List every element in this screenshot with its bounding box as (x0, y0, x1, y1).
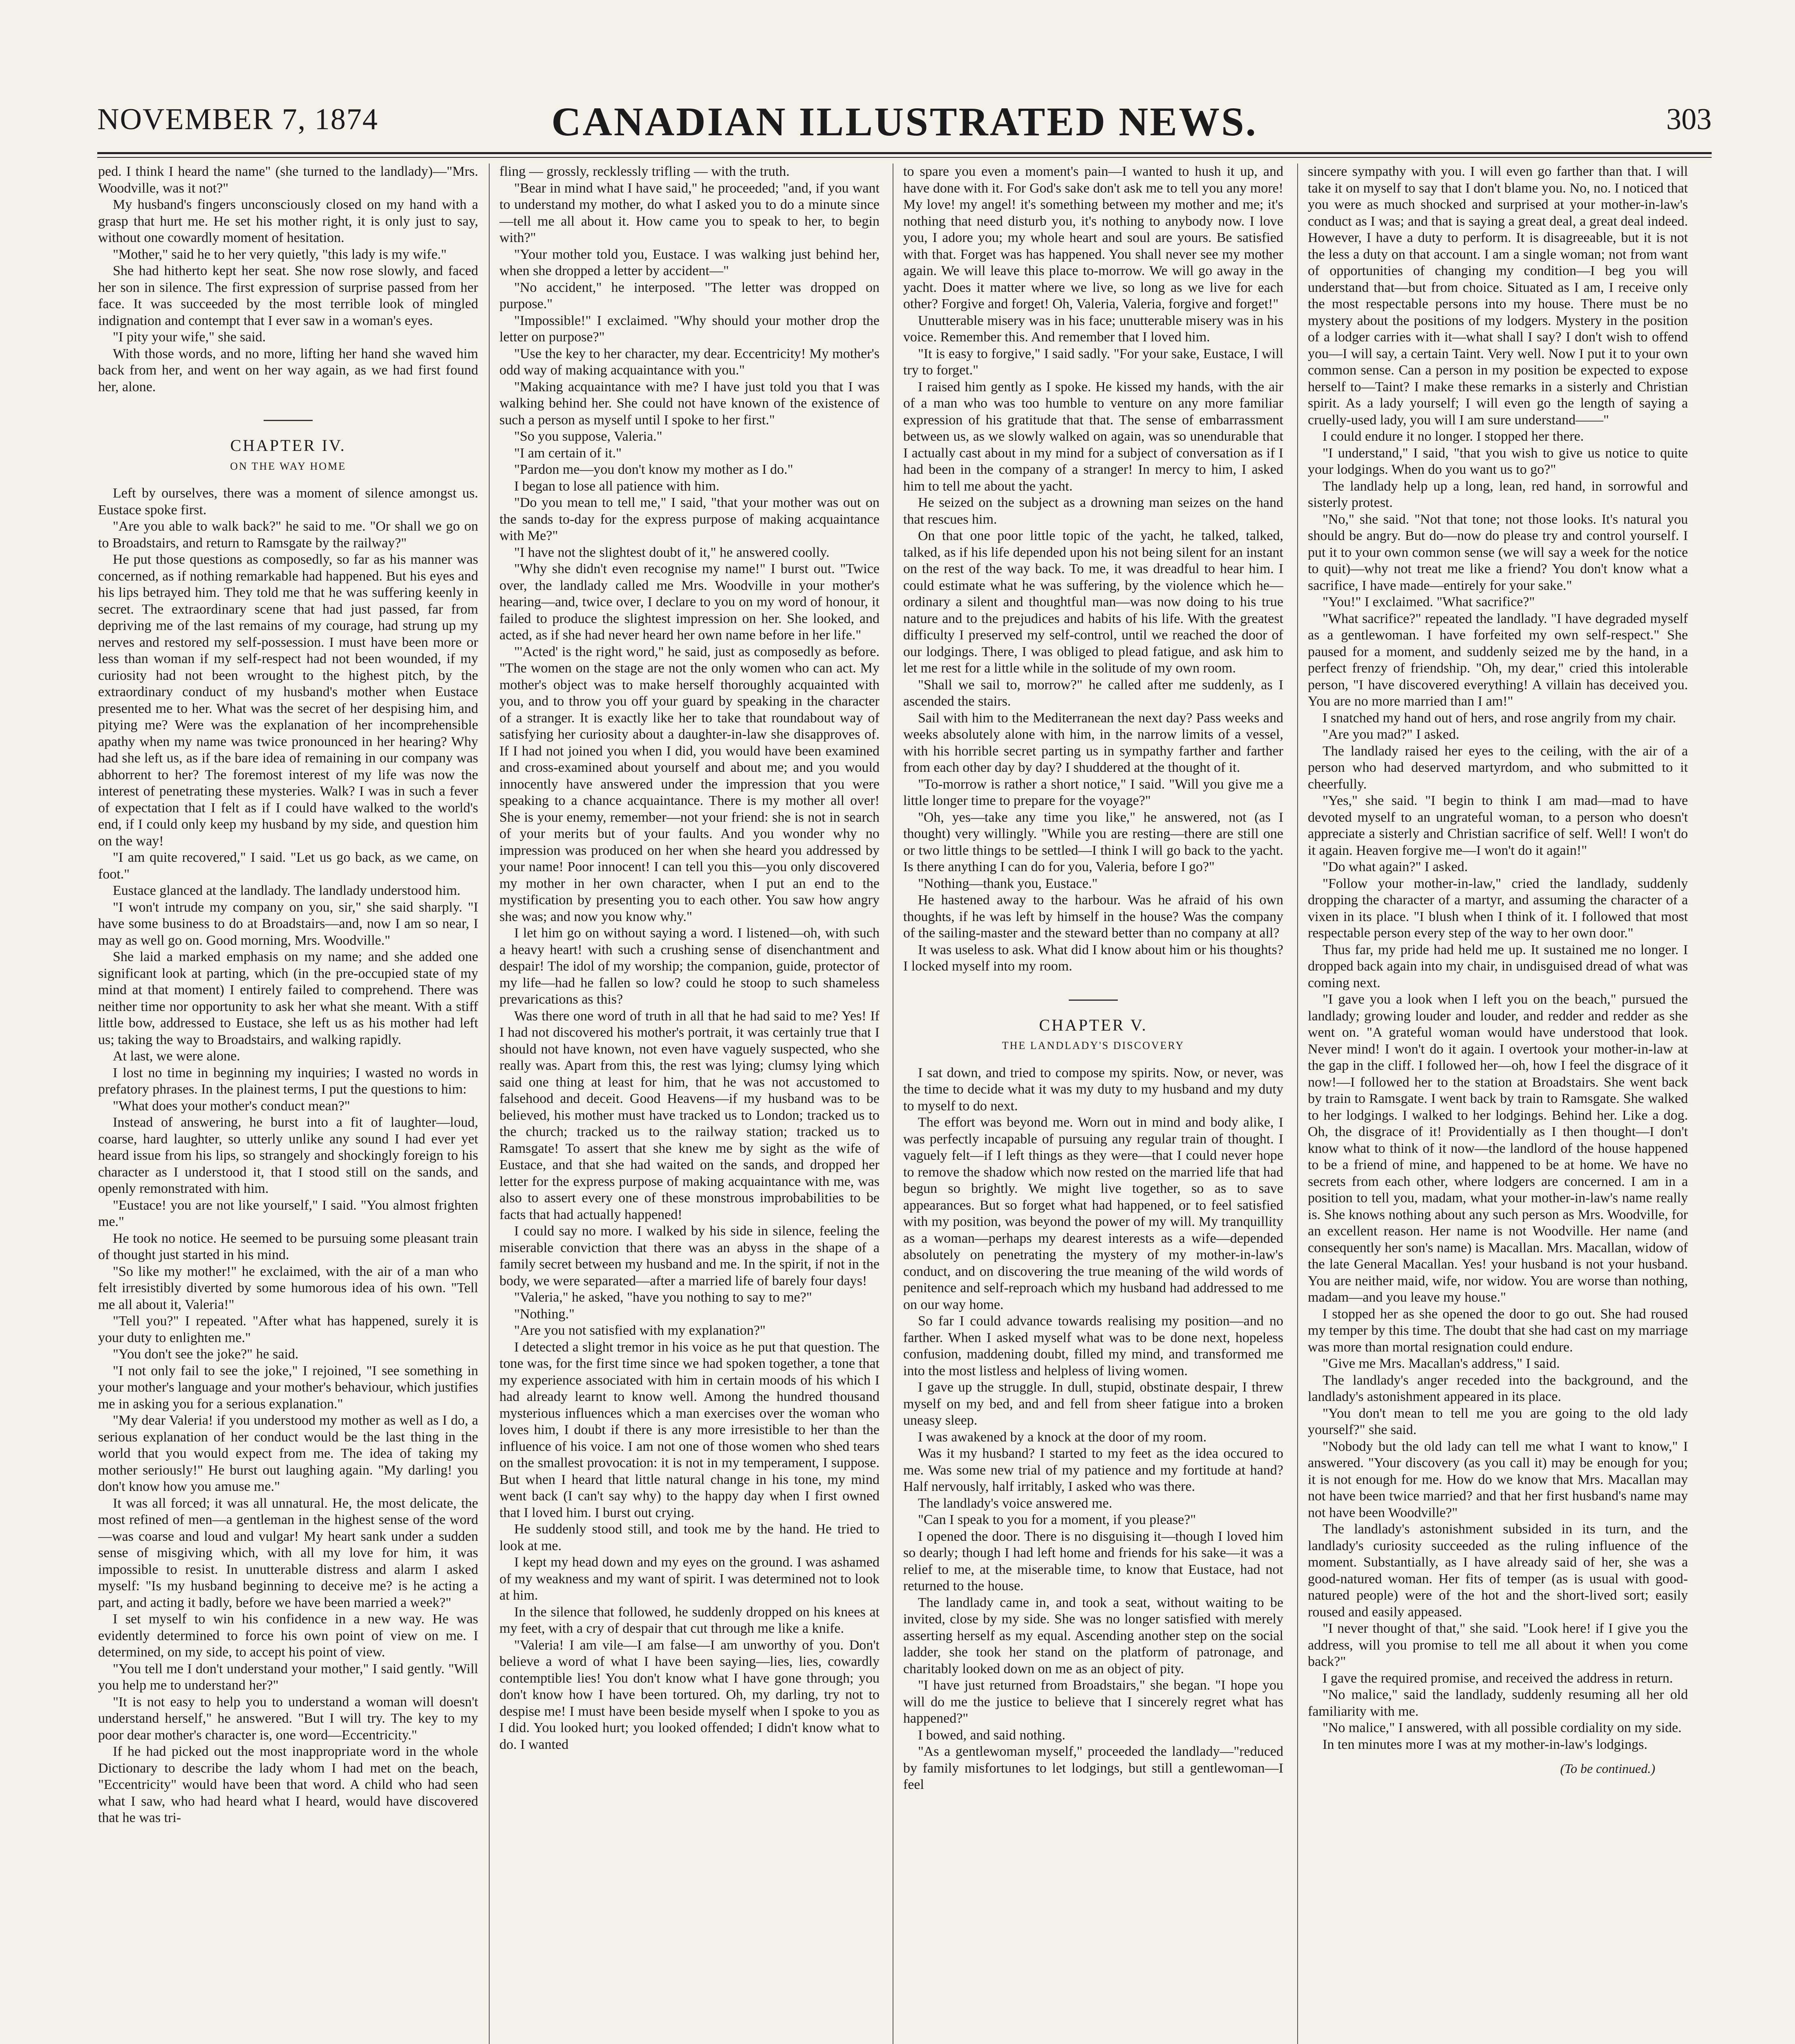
issue-date: NOVEMBER 7, 1874 (97, 103, 378, 136)
paragraph: "My dear Valeria! if you understood my mother as well as I do, a serious explanation of her conduct would be the last thing in the world that you would expect from me. The idea of taking my mother seriously!" He burst out laughing again. "My darling! you don't know how you amuse me." (98, 1413, 478, 1494)
column-1 (98, 164, 478, 2044)
paragraph: "Your mother told you, Eustace. I was walking just behind her, when she dropped a letter by accident—" (499, 247, 880, 278)
paragraph: "Use the key to her character, my dear. Eccentricity! My mother's odd way of making acquaintance with you." (499, 346, 880, 378)
paragraph: He put those questions as composedly, so far as his manner was concerned, as if nothing remarkable had happened. But his eyes and his lips betrayed him. They told me that he was suffering keenly in secret. The extraordinary scene that had just passed, far from depriving me of the last remains of my courage, had strung up my nerves and restored my self-possession. I must have been more or less than woman if my self-respect had not been wounded, if my curiosity had not been wrought to the highest pitch, by the extraordinary conduct of my husband's mother when Eustace presented me to her. What was the secret of her despising him, and pitying me? Were was the explanation of her incomprehensible apathy when my name was twice pronounced in her hearing? Why had she left us, as if the bare idea of remaining in our company was abhorrent to her? The foremost interest of my life was now the interest of penetrating these mysteries. Walk? I was in such a fever of expectation that I felt as if I could have walked to the world's end, if I could only keep my husband by my side, and question him on the way! (98, 552, 478, 849)
page-number: 303 (1666, 103, 1712, 136)
paragraph: Was there one word of truth in all that he had said to me? Yes! If I had not discovered his mother's portrait, it was certainly true that I should not have known, not even have vaguely suspected, who she really was. Apart from this, the rest was lying; clumsy lying which said one thing at least for him, that he was not accustomed to falsehood and deceit. Good Heavens—if my husband was to be believed, his mother must have tracked us to London; tracked us to the church; tracked us to the railway station; tracked us to Ramsgate! To assert that she knew me by sight as the wife of Eustace, and that she had waited on the sands, and dropped her letter for the express purpose of making acquaintance with me, was also to assert every one of these monstrous improbabilities to be facts that had actually happened! (499, 1008, 880, 1222)
paragraph: "What sacrifice?" repeated the landlady. "I have degraded myself as a gentlewoman. I have forfeited my own self-respect." She paused for a moment, and suddenly seized me by the hand, in a perfect frenzy of friendship. "Oh, my dear," cried this intolerable person, "I have discovered everything! A villain has deceived you. You are no more married than I am!" (1308, 611, 1688, 709)
paragraph: I was awakened by a knock at the door of my room. (918, 1429, 1207, 1445)
paragraph: I could endure it no longer. I stopped her there. (1323, 429, 1584, 444)
paragraph: "Eustace! you are not like yourself," I said. "You almost frighten me." (98, 1197, 478, 1229)
paragraph: I detected a slight tremor in his voice as he put that question. The tone was, for the first time since we had spoken together, a tone that my experience associated with him in certain moods of his which I had already learnt to know well. Among the hundred thousand mysterious influences which a man exercises over the woman who loves him, I doubt if there is any more irresistible to her than the influence of his voice. I am not one of those women who shed tears on the smallest provocation: it is not in my temperament, I suppose. But when I heard that little natural change in his tone, my mind went back (I can't say why) to the happy day when I first owned that I loved him. I burst out crying. (499, 1339, 880, 1520)
paragraph: "Why she didn't even recognise my name!" I burst out. "Twice over, the landlady called me Mrs. Woodville in your mother's hearing—and, twice over, I declare to you on my word of honour, it failed to produce the slightest impression on her. She looked, and acted, as if she had never heard her own name before in her life." (499, 561, 880, 643)
paragraph: The landlady's voice answered me. (918, 1495, 1112, 1511)
paragraph: "It is not easy to help you to understand a woman will doesn't understand herself," he answered. "But I will try. The key to my poor dear mother's character is, one word—Eccentricity." (98, 1694, 478, 1743)
paragraph: I let him go on without saying a word. I listened—oh, with such a heavy heart! with such a crushing sense of disenchantment and despair! The idol of my worship; the companion, guide, protector of my life—had he fallen so low? could he stoop to such shameless prevarications as this? (499, 926, 880, 1007)
paragraph: "Valeria! I am vile—I am false—I am unworthy of you. Don't believe a word of what I have been saying—lies, lies, cowardly contemptible lies! You don't know what I have gone through; you don't know how I have been tortured. Oh, my darling, try not to despise me! I must have been beside myself when I spoke to you as I did. You looked hurt; you looked offended; I didn't know what to do. I wanted (499, 1637, 880, 1752)
paragraph: "You tell me I don't understand your mother," I said gently. "Will you help me to understand her?" (98, 1661, 478, 1693)
paragraph: I bowed, and said nothing. (918, 1727, 1065, 1743)
paragraph: He suddenly stood still, and took me by the hand. He tried to look at me. (499, 1522, 880, 1553)
paragraph: "I am certain of it." (514, 445, 622, 461)
paragraph: "You don't mean to tell me you are going to the old lady yourself?" she said. (1308, 1405, 1688, 1437)
column-divider (1297, 164, 1298, 2044)
paragraph: Unutterable misery was in his face; unutterable misery was in his voice. Remember this. And remember that I loved him. (903, 313, 1283, 345)
paragraph: sincere sympathy with you. I will even go farther than that. I will take it on myself to say that I don't blame you. No, no. I noticed that you were as much shocked and surprised at your mother-in-law's conduct as I was; and that is saying a great deal, a great deal indeed. However, I have a duty to perform. It is disagreeable, but it is not the less a duty on that account. I am a single woman; not from want of opportunities of changing my condition—I beg you will understand that—but from choice. Situated as I am, I receive only the most respectable persons into my house. There must be no mystery about the positions of my lodgers. Mystery in the position of a lodger carries with it—what shall I say? I don't wish to offend you—I will say, a certain Taint. Very well. Now I put it to your own common sense. Can a person in my position be expected to expose herself to—Taint? I make these remarks in a sisterly and Christian spirit. As a lady yourself; I will even go the length of saying a cruelly-used lady, you will I am sure understand——" (1308, 164, 1688, 428)
paragraph: "No," she said. "Not that tone; not those looks. It's natural you should be angry. But do—now do please try and control yourself. I put it to your own common sense (we will say a week for the notice to quit)—why not treat me like a friend? You don't know what a sacrifice, I have made—entirely for your sake." (1308, 511, 1688, 593)
paragraph: "As a gentlewoman myself," proceeded the landlady—"reduced by family misfortunes to let lodgings, but still a gentlewoman—I feel (903, 1744, 1283, 1792)
paragraph: "Bear in mind what I have said," he proceeded; "and, if you want to understand my mother, do what I asked you to do a minute since—tell me all about it. How came you to speak to her, to begin with?" (499, 180, 880, 245)
paragraph: If he had picked out the most inappropriate word in the whole Dictionary to describe the lady whom I had met on the beach, "Eccentricity" would have been that word. A child who had seen what I saw, who had heard what I heard, would have discovered that he was tri- (98, 1744, 478, 1825)
paragraph: It was all forced; it was all unnatural. He, the most delicate, the most refined of men—a gentleman in the highest sense of the word—was coarse and loud and vulgar! My heart sank under a sudden sense of misgiving which, with all my love for him, it was impossible to resist. In unutterable distress and alarm I asked myself: "Is my husband beginning to deceive me? is he acting a part, and acting it badly, before we have been married a week?" (98, 1495, 478, 1610)
column-divider (489, 164, 490, 2044)
column-3-body (903, 164, 1283, 975)
paragraph: "Are you not satisfied with my explanation?" (514, 1323, 766, 1338)
paragraph: "Shall we sail to, morrow?" he called after me suddenly, as I ascended the stairs. (903, 677, 1283, 709)
chapter-divider (264, 420, 313, 421)
paragraph: Sail with him to the Mediterranean the next day? Pass weeks and weeks absolutely alone with him, in the narrow limits of a vessel, with his horrible secret parting us in sympathy farther and farther from each other day by day? I shuddered at the thought of it. (903, 710, 1283, 775)
paragraph: "Nothing—thank you, Eustace." (918, 876, 1098, 891)
paragraph: "No malice," I answered, with all possible cordiality on my side. (1323, 1720, 1682, 1735)
masthead-rule (97, 152, 1712, 154)
paragraph: "Are you able to walk back?" he said to me. "Or shall we go on to Broadstairs, and return to Ramsgate by the railway?" (98, 519, 478, 551)
to-be-continued-note: (To be continued.) (1560, 1761, 1655, 1776)
chapter-heading: CHAPTER V. (1039, 1015, 1148, 1034)
paragraph: I snatched my hand out of hers, and rose angrily from my chair. (1323, 710, 1676, 726)
paragraph: She had hitherto kept her seat. She now rose slowly, and faced her son in silence. The first expression of surprise passed from her face. It was succeeded by the most terrible look of mingled indignation and contempt that I ever saw in a woman's eyes. (98, 263, 478, 328)
paragraph: "Oh, yes—take any time you like," he answered, not (as I thought) very willingly. "While you are resting—there are still one or two little things to be settled—I think I will go back to the yacht. Is there anything I can do for you, Valeria, before I go?" (903, 809, 1283, 874)
paragraph: In the silence that followed, he suddenly dropped on his knees at my feet, with a cry of despair that cut through me like a knife. (499, 1604, 880, 1636)
column-3 (903, 164, 1283, 2044)
paragraph: "To-morrow is rather a short notice," I said. "Will you give me a little longer time to prepare for the voyage?" (903, 776, 1283, 808)
paragraph: In ten minutes more I was at my mother-in-law's lodgings. (1323, 1737, 1647, 1752)
paragraph: My husband's fingers unconsciously closed on my hand with a grasp that hurt me. He set his mother right, it is only just to say, without one cowardly moment of hesitation. (98, 197, 478, 245)
paragraph: "Give me Mrs. Macallan's address," I said. (1323, 1356, 1560, 1371)
paragraph: The landlady's anger receded into the background, and the landlady's astonishment appeared in its place. (1308, 1372, 1688, 1404)
paragraph: The landlady help up a long, lean, red hand, in sorrowful and sisterly protest. (1308, 478, 1688, 510)
paragraph: I gave the required promise, and received the address in return. (1323, 1670, 1673, 1686)
paragraph: I raised him gently as I spoke. He kissed my hands, with the air of a man who was too humble to venture on any more familiar expression of his gratitude that that. The sense of embarrassment between us, as we slowly walked on again, was so unendurable that I actually cast about in my mind for a subject of conversation as if I had been in the company of a stranger! In mercy to him, I asked him to tell me about the yacht. (903, 379, 1283, 494)
paragraph: "Do what again?" I asked. (1323, 859, 1468, 874)
masthead-rule-thin (97, 157, 1712, 158)
paragraph: I began to lose all patience with him. (514, 478, 720, 494)
paragraph: "Can I speak to you for a moment, if you please?" (918, 1512, 1196, 1527)
paragraph: "Yes," she said. "I begin to think I am mad—mad to have devoted myself to an ungrateful woman, to a person who doesn't appreciate a sisterly and Christian sacrifice of self. Well! I won't do it again. Heaven forgive me—I won't do it again!" (1308, 793, 1688, 858)
chapter-heading: CHAPTER IV. (230, 436, 346, 455)
paragraph: "I never thought of that," she said. "Look here! if I give you the address, will you promise to tell me all about it when you come back?" (1308, 1621, 1688, 1669)
column-1-intro (98, 164, 478, 395)
paragraph: Eustace glanced at the landlady. The landlady understood him. (113, 883, 461, 898)
paragraph: "Are you mad?" I asked. (1323, 727, 1459, 742)
paragraph: I opened the door. There is no disguising it—though I loved him so dearly; though I had left home and friends for his sake—it was a relief to me, at the miserable time, to know that Eustace, had not returned to the house. (903, 1529, 1283, 1594)
paragraph: "Impossible!" I exclaimed. "Why should your mother drop the letter on purpose?" (499, 313, 880, 345)
paragraph: "What does your mother's conduct mean?" (113, 1098, 350, 1114)
paragraph: So far I could advance towards realising my position—and no farther. When I asked myself what was to be done next, hopeless confusion, maddening doubt, filled my mind, and transformed me into the most listless and helpless of living women. (903, 1313, 1283, 1378)
paragraph: "I am quite recovered," I said. "Let us go back, as we came, on foot." (98, 850, 478, 882)
column-4 (1308, 164, 1688, 2044)
paragraph: He took no notice. He seemed to be pursuing some pleasant train of thought just started in his mind. (98, 1230, 478, 1262)
paragraph: "Valeria," he asked, "have you nothing to say to me?" (514, 1290, 812, 1305)
paragraph: "I understand," I said, "that you wish to give us notice to quite your lodgings. When do you want us to go?" (1308, 445, 1688, 477)
paragraph: to spare you even a moment's pain—I wanted to hush it up, and have done with it. For God's sake don't ask me to tell you any more! My love! my angel! it's something between my mother and me; it's nothing that need disturb you, it's nothing to anybody now. I love you, I adore you; my whole heart and soul are yours. Be satisfied with that. Forget was has happened. You shall never see my mother again. We will leave this place to-morrow. We will go away in the yacht. Does it matter where we live, so long as we live for each other? Forgive and forget! Oh, Valeria, Valeria, forgive and forget!" (903, 164, 1283, 312)
paragraph: Was it my husband? I started to my feet as the idea occured to me. Was some new trial of my patience and my fortitude at hand? Half nervously, half irritably, I asked who was there. (903, 1446, 1283, 1494)
paragraph: "No malice," said the landlady, suddenly resuming all her old familiarity with me. (1308, 1687, 1688, 1719)
paragraph: The landlady's astonishment subsided in its turn, and the landlady's curiosity succeeded as the ruling influence of the moment. Substantially, as I have already said of her, she was a good-natured woman. Her fits of temper (as is usual with good-natured people) were of the hot and the short-lived sort; easily roused and easily appeased. (1308, 1522, 1688, 1620)
paragraph: "'Acted' is the right word," he said, just as composedly as before. "The women on the stage are not the only women who can act. My mother's object was to make herself thoroughly acquainted with you, and to throw you off your guard by speaking in the character of a stranger. It is exactly like her to take that roundabout way of satisfying her curiosity about a daughter-in-law she disapproves of. If I had not joined you when I did, you would have been examined and cross-examined about yourself and about me; and you would innocently have answered under the impression that you were speaking to a chance acquaintance. There is my mother all over! She is your enemy, remember—not your friend: she is not in search of your merits but of your faults. And you wonder why no impression was produced on her when she heard you addressed by your name! Poor innocent! I can tell you this—you only discovered my mother in her own character, when I put an end to the mystification by presenting you to each other. You saw how angry she was; and now you know why." (499, 644, 880, 924)
paragraph: "I pity your wife," she said. (113, 329, 266, 345)
paragraph: With those words, and no more, lifting her hand she waved him back from her, and went on her way again, as we had first found her, alone. (98, 346, 478, 394)
paragraph: "I gave you a look when I left you on the beach," pursued the landlady; growing louder and louder, and redder and redder as she went on. "A grateful woman would have understood that look. Never mind! I won't do it again. I overtook your mother-in-law at the gap in the cliff. I followed her—oh, how I feel the disgrace of it now!—I followed her to the station at Broadstairs. She went back by train to Ramsgate. I went back by train to Ramsgate. She walked to her lodgings. I walked to her lodgings. Behind her. Like a dog. Oh, the disgrace of it! Providentially as I then thought—I don't know what to think of it now—the landlord of the house happened to be a friend of mine, and happened to be at home. We have no secrets from each other, where lodgers are concerned. I am in a position to tell you, madam, what your mother-in-law's name really is. She knows nothing about any such person as Mrs. Woodville, for an excellent reason. Her name is not Woodville. Her name (and consequently her son's name) is Macallan. Mrs. Macallan, widow of the late General Macallan. Yes! your husband is not your husband. You are neither maid, wife, nor widow. You are worse than nothing, madam—and you leave my house." (1308, 992, 1688, 1305)
paragraph: "I not only fail to see the joke," I rejoined, "I see something in your mother's language and your mother's behaviour, which justifies me in asking you for a serious explanation." (98, 1363, 478, 1412)
paragraph: "Tell you?" I repeated. "After what has happened, surely it is your duty to enlighten me." (98, 1313, 478, 1345)
column-2 (499, 164, 880, 2044)
paragraph: "So like my mother!" he exclaimed, with the air of a man who felt irresistibly diverted by some humorous idea of his own. "Tell me all about it, Valeria!" (98, 1264, 478, 1312)
paragraph: "No accident," he interposed. "The letter was dropped on purpose." (499, 280, 880, 312)
paragraph: "It is easy to forgive," I said sadly. "For your sake, Eustace, I will try to forget." (903, 346, 1283, 378)
paragraph: "So you suppose, Valeria." (514, 429, 662, 444)
paragraph: He seized on the subject as a drowning man seizes on the hand that rescues him. (903, 495, 1283, 527)
chapter-subheading: ON THE WAY HOME (230, 460, 347, 472)
paragraph: Left by ourselves, there was a moment of silence amongst us. Eustace spoke first. (98, 486, 478, 518)
paragraph: "Nothing." (514, 1306, 575, 1322)
paragraph: "You!" I exclaimed. "What sacrifice?" (1323, 594, 1535, 610)
paragraph: "I have just returned from Broadstairs," she began. "I hope you will do me the justice to believe that I sincerely regret what has happened?" (903, 1678, 1283, 1726)
newspaper-title: CANADIAN ILLUSTRATED NEWS. (551, 99, 1258, 144)
paragraph: I sat down, and tried to compose my spirits. Now, or never, was the time to decide what it was my duty to my husband and my duty to myself to do next. (903, 1065, 1283, 1114)
chapter-divider (1069, 1000, 1118, 1001)
paragraph: "You don't see the joke?" he said. (113, 1347, 299, 1362)
chapter-subheading: THE LANDLADY'S DISCOVERY (1002, 1040, 1185, 1051)
paragraph: "Mother," said he to her very quietly, "this lady is my wife." (113, 247, 447, 262)
column-4-body (1308, 164, 1688, 1753)
paragraph: The landlady raised her eyes to the ceiling, with the air of a person who had deserved martyrdom, and who submitted to it cheerfully. (1308, 743, 1688, 792)
paragraph: I could say no more. I walked by his side in silence, feeling the miserable conviction that there was an abyss in the shape of a family secret between my husband and me. In the spirit, if not in the body, we were separated—after a married life of barely four days! (499, 1224, 880, 1289)
column-3-body-continued (903, 1065, 1283, 1793)
paragraph: He hastened away to the harbour. Was he afraid of his own thoughts, if he was left by himself in the house? Was the company of the sailing-master and the steward better than no company at all? (903, 892, 1283, 941)
paragraph: The landlady came in, and took a seat, without waiting to be invited, close by my side. She was no longer satisfied with merely asserting herself as my equal. Ascending another step on the social ladder, she took her stand on the platform of patronage, and charitably looked down on me as an object of pity. (903, 1595, 1283, 1676)
paragraph: "Making acquaintance with me? I have just told you that I was walking behind her. She could not have known of the existence of such a person as myself until I spoke to her first." (499, 379, 880, 428)
paragraph: The effort was beyond me. Worn out in mind and body alike, I was perfectly incapable of pursuing any regular train of thought. I vaguely felt—if I left things as they were—that I could never hope to remove the shadow which now rested on the married life that had begun so brightly. We might live together, so as to save appearances. But so forget what had happened, or to feel satisfied with my position, was beyond the power of my will. My tranquillity as a woman—perhaps my dearest interests as a wife—depended absolutely on penetrating the mystery of my mother-in-law's conduct, and on discovering the true meaning of the wild words of penitence and self-reproach which my husband had addressed to me on our way home. (903, 1115, 1283, 1312)
paragraph: I kept my head down and my eyes on the ground. I was ashamed of my weakness and my want of spirit. I was determined not to look at him. (499, 1555, 880, 1603)
paragraph: On that one poor little topic of the yacht, he talked, talked, talked, as if his life depended upon his not being silent for an instant on the rest of the way back. To me, it was dreadful to hear him. I could estimate what he was suffering, by the violence which he—ordinary a silent and thoughtful man—was now doing to his true nature and to the prejudices and habits of his life. With the greatest difficulty I preserved my self-control, until we reached the door of our lodgings. There, I was obliged to plead fatigue, and ask him to let me rest for a little while in the solitude of my own room. (903, 528, 1283, 676)
paragraph: Thus far, my pride had held me up. It sustained me no longer. I dropped back again into my chair, in undisguised dread of what was coming next. (1308, 942, 1688, 991)
paragraph: I gave up the struggle. In dull, stupid, obstinate despair, I threw myself on my bed, and and fell from sheer fatigue into a broken uneasy sleep. (903, 1380, 1283, 1428)
column-2-body (499, 164, 880, 1753)
paragraph: ped. I think I heard the name" (she turned to the landlady)—"Mrs. Woodville, was it not?" (98, 164, 478, 196)
paragraph: I lost no time in beginning my inquiries; I wasted no words in prefatory phrases. In the plainest terms, I put the questions to him: (98, 1065, 478, 1097)
column-1-body (98, 485, 478, 1827)
paragraph: "I have not the slightest doubt of it," he answered coolly. (514, 545, 830, 560)
paragraph: "Follow your mother-in-law," cried the landlady, suddenly dropping the character of a martyr, and assuming the character of a vixen in its place. "I blush when I think of it. I followed that most respectable person every step of the way to her own door." (1308, 876, 1688, 941)
masthead (97, 86, 1712, 147)
paragraph: She laid a marked emphasis on my name; and she added one significant look at parting, which (in the pre-occupied state of my mind at that moment) I entirely failed to comprehend. There was neither time nor opportunity to ask her what she meant. With a stiff little bow, addressed to Eustace, she left us as his mother had left us; taking the way to Broadstairs, and walking rapidly. (98, 949, 478, 1047)
paragraph: At last, we were alone. (113, 1049, 240, 1064)
paragraph: I stopped her as she opened the door to go out. She had roused my temper by this time. The doubt that she had cast on my marriage was more than mortal resignation could endure. (1308, 1306, 1688, 1355)
paragraph: It was useless to ask. What did I know about him or his thoughts? I locked myself into my room. (903, 942, 1283, 974)
paragraph: I set myself to win his confidence in a new way. He was evidently determined to force his own point of view on me. I determined, on my side, to accept his point of view. (98, 1611, 478, 1660)
paragraph: "Pardon me—you don't know my mother as I do." (514, 462, 793, 477)
paragraph: Instead of answering, he burst into a fit of laughter—loud, coarse, hard laughter, so utterly unlike any sound I had ever yet heard issue from his lips, so strangely and shockingly foreign to his character as I understood it, that I stood still on the sands, and openly remonstrated with him. (98, 1115, 478, 1196)
paragraph: fling — grossly, recklessly trifling — with the truth. (499, 164, 790, 179)
paragraph: "Nobody but the old lady can tell me what I want to know," I answered. "Your discovery (as you call it) may be enough for you; it is not enough for me. How do we know that Mrs. Macallan may not have been twice married? and that her first husband's name may not have been Woodville?" (1308, 1439, 1688, 1520)
paragraph: "I won't intrude my company on you, sir," she said sharply. "I have some business to do at Broadstairs—and, now I am so near, I may as well go on. Good morning, Mrs. Woodville." (98, 899, 478, 948)
paragraph: "Do you mean to tell me," I said, "that your mother was out on the sands to-day for the express purpose of making acquaintance with Me?" (499, 495, 880, 543)
